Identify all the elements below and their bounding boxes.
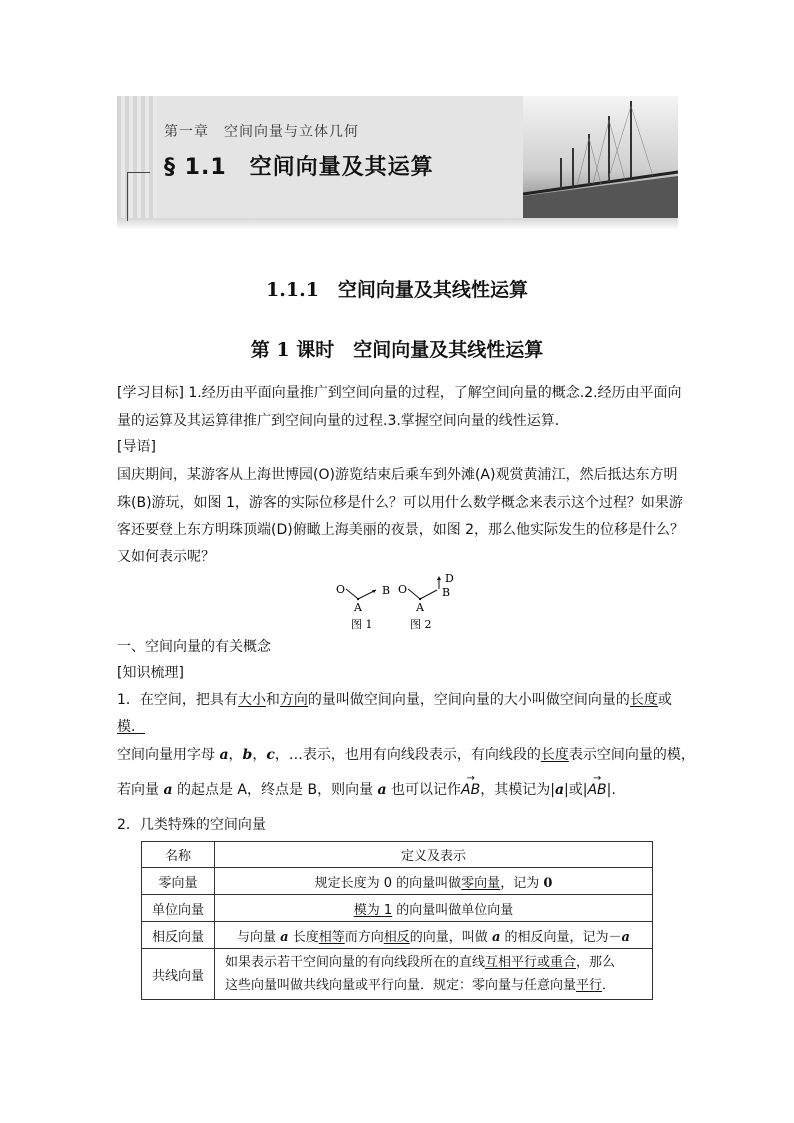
objectives-line-2: 量的运算及其运算律推广到空间向量的过程.3.掌握空间向量的线性运算． xyxy=(117,413,569,429)
fig1-point-o: O xyxy=(336,583,346,596)
fig1-caption: 图 1 xyxy=(351,618,373,631)
row-name: 共线向量 xyxy=(142,949,215,1000)
title-bracket xyxy=(127,172,150,221)
row-definition: 模为 1 的向量叫做单位向量 xyxy=(215,895,653,922)
lesson-subheading: 第 1 课时 空间向量及其线性运算 xyxy=(250,339,544,361)
table-row xyxy=(142,922,653,949)
figure-1 xyxy=(336,583,390,631)
fig1-point-b: B xyxy=(382,584,391,597)
knowledge-label: [知识梳理] xyxy=(117,665,184,681)
row-definition: 与向量 a 长度相等而方向相反的向量，叫做 a 的相反向量，记为－a xyxy=(215,922,653,949)
vector-ab: → AB xyxy=(461,780,480,800)
fig2-point-d: D xyxy=(445,572,454,585)
row-definition: 规定长度为 0 的向量叫做零向量，记为 0 xyxy=(215,868,653,895)
intro-line-4: 又如何表示呢？ xyxy=(117,549,215,565)
concept-paragraph-1: 1．在空间，把具有大小和方向的量叫做空间向量，空间向量的大小叫做空间向量的长度或 xyxy=(117,692,672,708)
fig2-point-b: B xyxy=(442,586,451,599)
objectives-text-1: 1.经历由平面向量推广到空间向量的过程，了解空间向量的概念.2.经历由平面向 xyxy=(188,385,682,401)
lesson-heading: 1.1.1 空间向量及其线性运算 xyxy=(266,279,528,301)
special-vectors-table xyxy=(141,841,653,1000)
objectives-label: [学习目标] xyxy=(117,385,184,401)
fig2-point-a: A xyxy=(416,601,424,614)
concept-paragraph-3: 若向量 a 的起点是 A，终点是 B，则向量 a 也可以记作→ AB，其模记为|a|或|→ AB|. xyxy=(117,780,682,800)
fig1-point-a: A xyxy=(354,601,362,614)
figure-2 xyxy=(398,572,454,631)
table-row xyxy=(142,895,653,922)
objectives-line-1 xyxy=(117,383,682,403)
intro-line-3: 客还要登上东方明珠顶端(D)俯瞰上海美丽的夜景，如图 2，那么他实际发生的位移是什么？ xyxy=(117,522,685,538)
section-title: § 1.1 空间向量及其运算 xyxy=(164,155,434,180)
table-row xyxy=(142,949,653,1000)
row-name: 零向量 xyxy=(142,868,215,895)
row-definition: 如果表示若干空间向量的有向线段所在的直线互相平行或重合，那么 这些向量叫做共线向量或平行向量．规定：零向量与任意向量平行． xyxy=(215,949,653,1000)
row-name: 单位向量 xyxy=(142,895,215,922)
special-vectors-heading: 2．几类特殊的空间向量 xyxy=(117,817,266,833)
row-name: 相反向量 xyxy=(142,922,215,949)
fig2-caption: 图 2 xyxy=(410,618,432,631)
intro-line-2: 珠(B)游玩，如图 1，游客的实际位移是什么？可以用什么数学概念来表示这个过程？如果游 xyxy=(117,495,683,511)
table-header-row xyxy=(142,842,653,868)
table-row xyxy=(142,868,653,895)
fig2-point-o: O xyxy=(398,583,408,596)
banner-shadow xyxy=(117,218,678,230)
displacement-figure xyxy=(330,572,470,632)
vector-ab-modulus: → AB xyxy=(587,780,606,800)
section-heading: 一、空间向量的有关概念 xyxy=(117,639,271,655)
bridge-photo xyxy=(523,96,678,218)
chapter-label: 第一章 空间向量与立体几何 xyxy=(164,124,359,140)
header-definition: 定义及表示 xyxy=(215,842,653,868)
concept-paragraph-2: 空间向量用字母 a，b，c，…表示，也用有向线段表示，有向线段的长度表示空间向量的模， xyxy=(117,747,695,763)
header-name: 名称 xyxy=(142,842,215,868)
intro-line-1: 国庆期间，某游客从上海世博园(O)游览结束后乘车到外滩(A)观赏黄浦江，然后抵达东方明 xyxy=(117,467,678,483)
concept-paragraph-1-end: 模． xyxy=(117,719,145,735)
intro-label: [导语] xyxy=(117,439,156,455)
